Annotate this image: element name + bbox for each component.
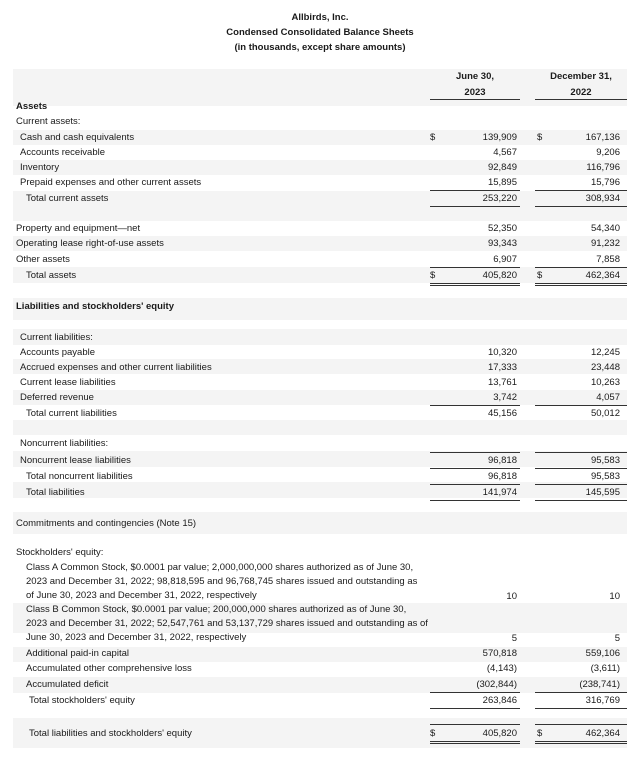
rule xyxy=(430,500,520,501)
row-label-accounts-payable: Accounts payable xyxy=(20,347,95,358)
rule xyxy=(430,267,520,268)
value-ar-2022: 9,206 xyxy=(596,147,620,158)
row-label-class-a-stock: Class A Common Stock, $0.0001 par value; 2,000,000,000 shares authorized as of June 30, 2023 and December 31, 2022; 98,818,595 and 96,768,745 shares issued and outstanding as of June 30, 2023 and December 31, 2022, respectively xyxy=(26,562,418,602)
section-assets: Assets xyxy=(16,101,48,112)
value-total-noncurrent-2022: 95,583 xyxy=(590,471,620,482)
rule xyxy=(535,285,627,286)
statement-subtitle: (in thousands, except share amounts) xyxy=(234,42,406,53)
value-inventory-2022: 116,796 xyxy=(586,162,620,173)
rule xyxy=(535,283,627,284)
company-name: Allbirds, Inc. xyxy=(291,12,349,23)
row-label-cash: Cash and cash equivalents xyxy=(20,132,135,143)
value-rou-2022: 91,232 xyxy=(590,238,620,249)
value-ppe-2023: 52,350 xyxy=(487,223,517,234)
value-cash-2023: 139,909 xyxy=(482,132,517,143)
value-prepaid-2023: 15,895 xyxy=(487,177,517,188)
commitments-note: Commitments and contingencies (Note 15) xyxy=(16,518,197,529)
row-label-prepaid: Prepaid expenses and other current assets xyxy=(20,177,202,188)
rule xyxy=(535,206,627,207)
row-label-total-equity: Total stockholders' equity xyxy=(29,695,135,706)
value-deferred-2022: 4,057 xyxy=(596,392,620,403)
row-label-current-lease: Current lease liabilities xyxy=(20,377,116,388)
value-total-assets-2023: 405,820 xyxy=(482,270,517,281)
section-stockholders-equity: Stockholders' equity: xyxy=(16,547,104,558)
rule xyxy=(535,405,627,406)
shade-band xyxy=(13,206,627,221)
value-total-liabilities-2022: 145,595 xyxy=(585,487,620,498)
value-apic-2023: 570,818 xyxy=(482,648,517,659)
row-label-total-noncurrent: Total noncurrent liabilities xyxy=(26,471,133,482)
shade-band xyxy=(13,420,627,435)
row-label-aoci: Accumulated other comprehensive loss xyxy=(26,663,192,674)
col-header-2022-line1: December 31, xyxy=(550,71,612,82)
rule xyxy=(430,724,520,725)
section-current-liabilities: Current liabilities: xyxy=(20,332,93,343)
value-deferred-2023: 3,742 xyxy=(493,392,517,403)
section-noncurrent-liabilities: Noncurrent liabilities: xyxy=(20,438,109,449)
value-accrued-2022: 23,448 xyxy=(590,362,620,373)
section-liabilities-equity: Liabilities and stockholders' equity xyxy=(16,301,174,312)
row-label-rou: Operating lease right-of-use assets xyxy=(16,238,164,249)
value-rou-2023: 93,343 xyxy=(487,238,517,249)
value-aoci-2023: (4,143) xyxy=(486,663,517,674)
row-label-total-liabilities-equity: Total liabilities and stockholders' equity xyxy=(29,728,192,739)
value-ap-2022: 12,245 xyxy=(590,347,620,358)
currency-symbol: $ xyxy=(537,132,543,143)
currency-symbol: $ xyxy=(430,270,436,281)
value-tca-2022: 308,934 xyxy=(585,193,620,204)
value-class-a-2022: 10 xyxy=(609,591,620,602)
row-label-other-assets: Other assets xyxy=(16,254,70,265)
rule xyxy=(430,99,520,100)
value-deficit-2023: (302,844) xyxy=(476,679,517,690)
rule xyxy=(535,724,627,725)
value-other-assets-2022: 7,858 xyxy=(596,254,620,265)
value-total-assets-2022: 462,364 xyxy=(585,270,620,281)
row-label-total-current-assets: Total current assets xyxy=(26,193,109,204)
col-header-2022-line2: 2022 xyxy=(570,87,592,98)
value-total-noncurrent-2023: 96,818 xyxy=(487,471,517,482)
rule xyxy=(430,692,520,693)
rule xyxy=(430,708,520,709)
value-class-b-2023: 5 xyxy=(511,633,517,644)
rule xyxy=(535,743,627,744)
value-total-equity-2022: 316,769 xyxy=(585,695,620,706)
value-prepaid-2022: 15,796 xyxy=(590,177,620,188)
rule xyxy=(430,206,520,207)
rule xyxy=(430,190,520,191)
rule xyxy=(430,405,520,406)
row-label-class-b-stock: Class B Common Stock, $0.0001 par value; 200,000,000 shares authorized as of June 30, 2023 and December 31, 2022; 52,547,761 and 53,137,729 shares issued and outstanding as of June 30, 2023 and December 31, 2022, respectively xyxy=(26,604,428,644)
row-label-total-liabilities: Total liabilities xyxy=(26,487,85,498)
value-class-a-2023: 10 xyxy=(506,591,517,602)
row-label-noncurrent-lease: Noncurrent lease liabilities xyxy=(20,455,131,466)
rule xyxy=(430,285,520,286)
row-label-total-current-liabilities: Total current liabilities xyxy=(26,408,117,419)
value-ar-2023: 4,567 xyxy=(493,147,517,158)
value-apic-2022: 559,106 xyxy=(585,648,620,659)
value-tle-2023: 405,820 xyxy=(482,728,517,739)
rule xyxy=(535,692,627,693)
value-tcl-2022: 50,012 xyxy=(590,408,620,419)
value-ap-2023: 10,320 xyxy=(487,347,517,358)
rule xyxy=(535,484,627,485)
row-label-accrued: Accrued expenses and other current liabilities xyxy=(20,362,212,373)
rule xyxy=(535,741,627,742)
row-label-total-assets: Total assets xyxy=(26,270,77,281)
value-accrued-2023: 17,333 xyxy=(487,362,517,373)
value-total-equity-2023: 263,846 xyxy=(482,695,517,706)
rule xyxy=(430,741,520,742)
rule xyxy=(430,484,520,485)
currency-symbol: $ xyxy=(537,728,543,739)
value-tca-2023: 253,220 xyxy=(482,193,517,204)
row-label-accounts-receivable: Accounts receivable xyxy=(20,147,106,158)
currency-symbol: $ xyxy=(430,132,436,143)
rule xyxy=(535,190,627,191)
shade-band xyxy=(13,329,627,345)
col-header-2023-line2: 2023 xyxy=(464,87,486,98)
rule xyxy=(430,283,520,284)
row-label-accumulated-deficit: Accumulated deficit xyxy=(26,679,109,690)
rule xyxy=(535,500,627,501)
value-tle-2022: 462,364 xyxy=(585,728,620,739)
row-label-deferred-revenue: Deferred revenue xyxy=(20,392,94,403)
row-label-apic: Additional paid-in capital xyxy=(26,648,129,659)
col-header-2023-line1: June 30, xyxy=(455,71,495,82)
value-current-lease-2022: 10,263 xyxy=(590,377,620,388)
row-label-inventory: Inventory xyxy=(20,162,60,173)
row-label-ppe: Property and equipment—net xyxy=(16,223,141,234)
rule xyxy=(430,452,520,453)
rule xyxy=(535,708,627,709)
rule xyxy=(535,452,627,453)
value-inventory-2023: 92,849 xyxy=(487,162,517,173)
value-total-liabilities-2023: 141,974 xyxy=(482,487,517,498)
currency-symbol: $ xyxy=(537,270,543,281)
rule xyxy=(535,267,627,268)
value-noncurrent-lease-2022: 95,583 xyxy=(590,455,620,466)
value-ppe-2022: 54,340 xyxy=(590,223,620,234)
value-aoci-2022: (3,611) xyxy=(590,663,620,674)
rule xyxy=(535,99,627,100)
value-other-assets-2023: 6,907 xyxy=(493,254,517,265)
section-current-assets: Current assets: xyxy=(16,116,81,127)
rule xyxy=(430,468,520,469)
value-deficit-2022: (238,741) xyxy=(579,679,620,690)
value-noncurrent-lease-2023: 96,818 xyxy=(487,455,517,466)
rule xyxy=(430,743,520,744)
value-current-lease-2023: 13,761 xyxy=(487,377,517,388)
rule xyxy=(535,468,627,469)
value-cash-2022: 167,136 xyxy=(585,132,620,143)
value-class-b-2022: 5 xyxy=(614,633,620,644)
statement-title: Condensed Consolidated Balance Sheets xyxy=(226,27,414,38)
currency-symbol: $ xyxy=(430,728,436,739)
value-tcl-2023: 45,156 xyxy=(487,408,517,419)
